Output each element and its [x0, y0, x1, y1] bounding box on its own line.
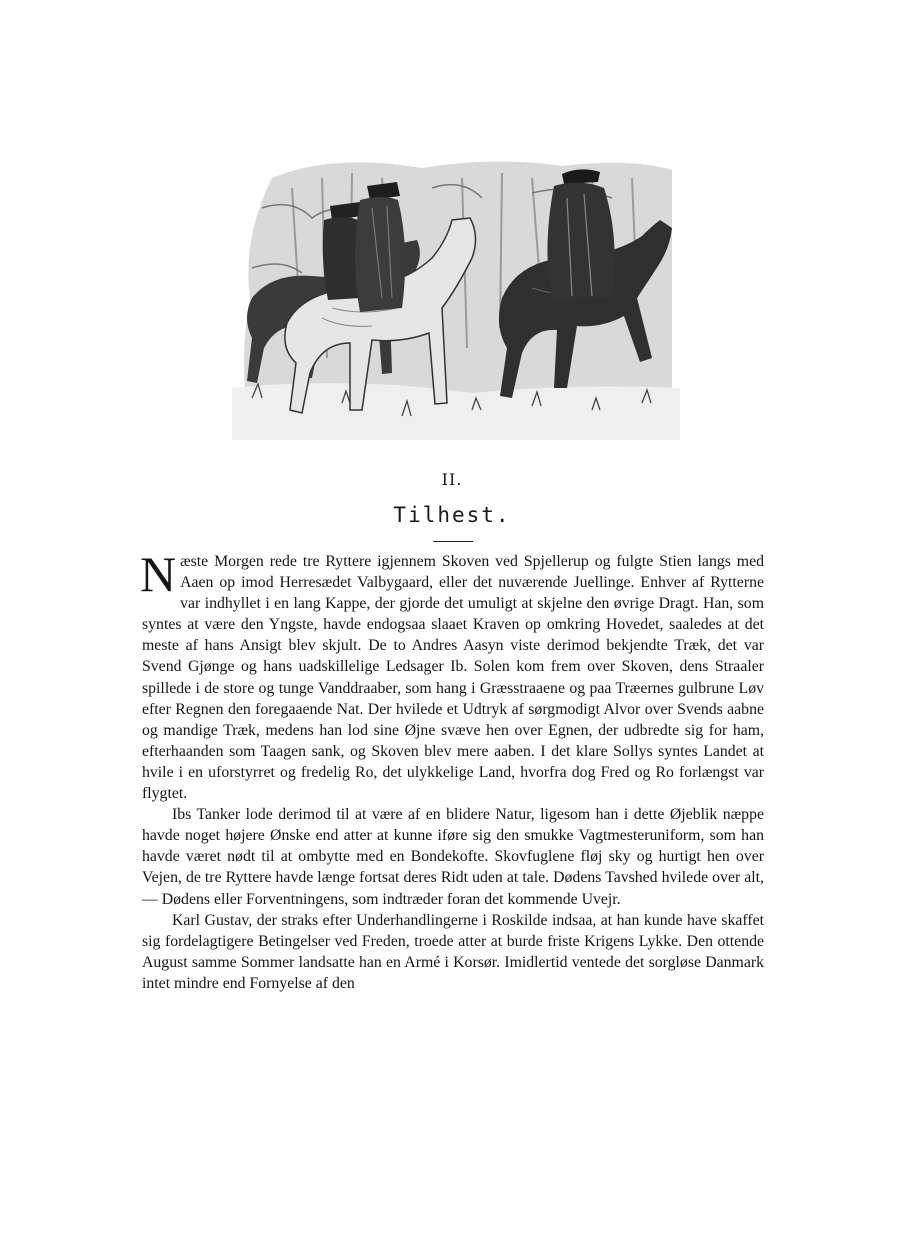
- horsemen-illustration: [232, 148, 680, 440]
- chapter-body: [140, 546, 764, 994]
- three-horsemen-engraving-icon: [232, 148, 680, 440]
- chapter-title: Tilhest.: [393, 503, 511, 527]
- paragraph-1-text: æste Morgen rede tre Ryttere igjennem Skoven ved Spjellerup og fulgte Stien langs med Aaen op imod Herresædet Valbygaard, eller det nuværende Juellinge. Enhver af Rytterne var indhyllet i en lang Kappe, der gjorde det umuligt at skjelne den øvrige Dragt. Han, som syntes at være den Yngste, havde endogsaa slaaet Kraven op omkring Hovedet, saaledes at det meste af hans Ansigt blev skjult. De to Andres Aasyn viste derimod bekjendte Træk, det var Svend Gjønge og hans uadskillelige Ledsager Ib. Solen kom frem over Skoven, dens Straaler spillede i de store og tunge Vanddraaber, som hang i Græsstraaene og paa Træernes gulbrune Løv efter Regnen den foregaaende Nat. Der hvilede et Udtryk af sørgmodigt Alvor over Svends aabne og mandige Træk, medens han lod sine Øjne svæve hen over Egnen, der udbredte sig for ham, efterhaanden som Taagen sank, og Skoven blev mere aaben. I det klare Sollys syntes Landet at hvile i en uforstyrret og fredelig Ro, det ulykkelige Land, hvorfra dog Fred og Ro forlængst var flygtet.: [142, 553, 764, 803]
- paragraph-2: Ibs Tanker lode derimod til at være af en blidere Natur, ligesom han i dette Øjeblik næppe havde noget højere Ønske end atter at kunne iføre sig den smukke Vagtmesteruniform, som han havde været nødt til at ombytte med en Bondekofte. Skovfuglene fløj sky og hurtigt hen over Vejen, de tre Ryttere havde længe fortsat deres Ridt uden at tale. Dødens Tavshed hvilede over alt, — Dødens eller Forventningens, som indtræder foran det kommende Uvejr.: [142, 806, 764, 908]
- paragraph-3: Karl Gustav, der straks efter Underhandlingerne i Roskilde indsaa, at han kunde have skaffet sig fordelagtigere Betingelser ved Freden, troede atter at burde friste Krigens Lykke. Den ottende August samme Sommer landsatte han en Armé i Korsør. Imidlertid ventede det sorgløse Danmark intet mindre end Fornyelse af den: [142, 911, 764, 992]
- title-divider: [433, 541, 473, 542]
- chapter-number: II.: [441, 470, 463, 489]
- paragraph-1: [140, 546, 764, 804]
- drop-cap: N: [140, 546, 177, 602]
